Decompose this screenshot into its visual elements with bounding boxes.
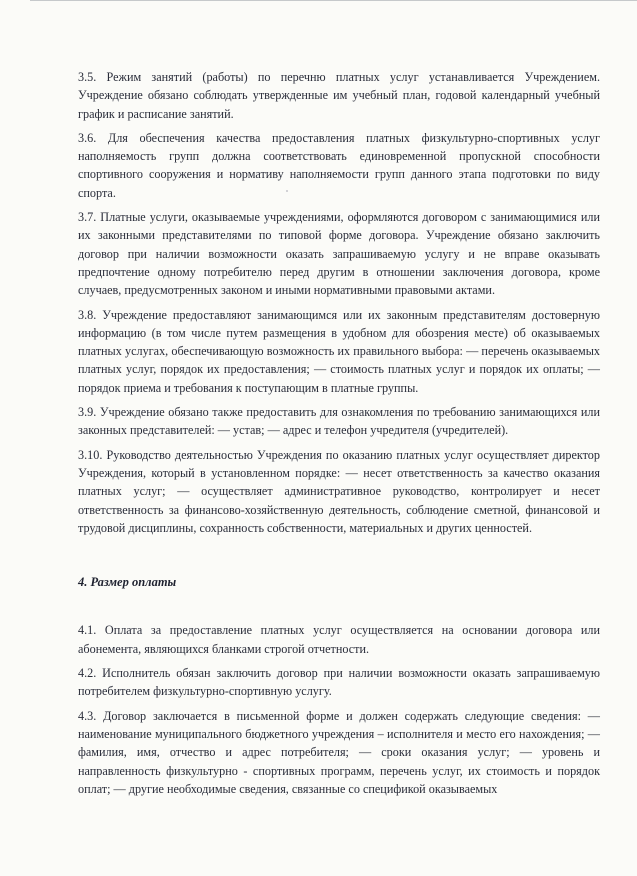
scan-top-edge	[30, 0, 637, 7]
paragraph-4-3: 4.3. Договор заключается в письменной форме и должен содержать следующие сведения: — наименование муниципального бюджетного учреждения – исполнителя и место его нахождения; — фамилия, имя, отчество и адрес потребителя; — сроки оказания услуг; — уровень и направленность физкультурно - спортивных программ, перечень услуг, их стоимость и порядок оплат; — другие необходимые сведения, связанные со спецификой оказываемых	[78, 708, 600, 796]
section-heading: 4. Размер оплаты	[78, 575, 177, 590]
paragraph-4-2: 4.2. Исполнитель обязан заключить договор при наличии возможности оказать запрашиваемую потребителем физкультурно-спортивную услугу.	[78, 666, 600, 699]
document-body	[78, 68, 600, 804]
paragraph-4-1: 4.1. Оплата за предоставление платных услуг осуществляется на основании договора или абонемента, являющихся бланками строгой отчетности.	[78, 623, 600, 656]
paragraph-3-8: 3.8. Учреждение предоставляют занимающимся или их законным представителям достоверную информацию (в том числе путем размещения в удобном для обозрения месте) об оказываемых платных услугах, обеспечивающую возможность их правильного выбора: — перечень оказываемых платных услуг, порядок их предоставления; — стоимость платных услуг и порядок их оплаты; — порядок приема и требования к поступающим в платные группы.	[78, 307, 600, 395]
paragraph-3-9: 3.9. Учреждение обязано также предоставить для ознакомления по требованию занимающихся или законных представителей: — устав; — адрес и телефон учредителя (учредителей).	[78, 405, 600, 438]
paragraph-3-6: 3.6. Для обеспечения качества предоставления платных физкультурно-спортивных услуг наполняемость групп должна соответствовать единовременной пропускной способности спортивного сооружения и нормативу наполняемости групп данного этапа подготовки по виду спорта.	[78, 130, 600, 200]
paragraph-3-5: 3.5. Режим занятий (работы) по перечню платных услуг устанавливается Учреждением. Учреждение обязано соблюдать утвержденные им учебный план, годовой календарный учебный график и расписание занятий.	[78, 70, 600, 121]
paragraph-3-10: 3.10. Руководство деятельностью Учреждения по оказанию платных услуг осуществляет директор Учреждения, который в установленном порядке: — несет ответственность за качество оказания платных услуг; — осуществляет административное руководство, контролирует и несет ответственность за финансово-хозяйственную деятельность, соблюдение сметной, финансовой и трудовой дисциплины, сохранность собственности, материальных и других ценностей.	[78, 447, 600, 535]
paragraph-3-7: 3.7. Платные услуги, оказываемые учреждениями, оформляются договором с занимающимися или их законными представителями по типовой форме договора. Учреждение обязано заключить договор при наличии возможности оказать запрашиваемую услугу и не вправе оказывать предпочтение одному потребителю перед другим в отношении заключения договора, кроме случаев, предусмотренных законом и иными нормативными правовыми актами.	[78, 210, 600, 298]
